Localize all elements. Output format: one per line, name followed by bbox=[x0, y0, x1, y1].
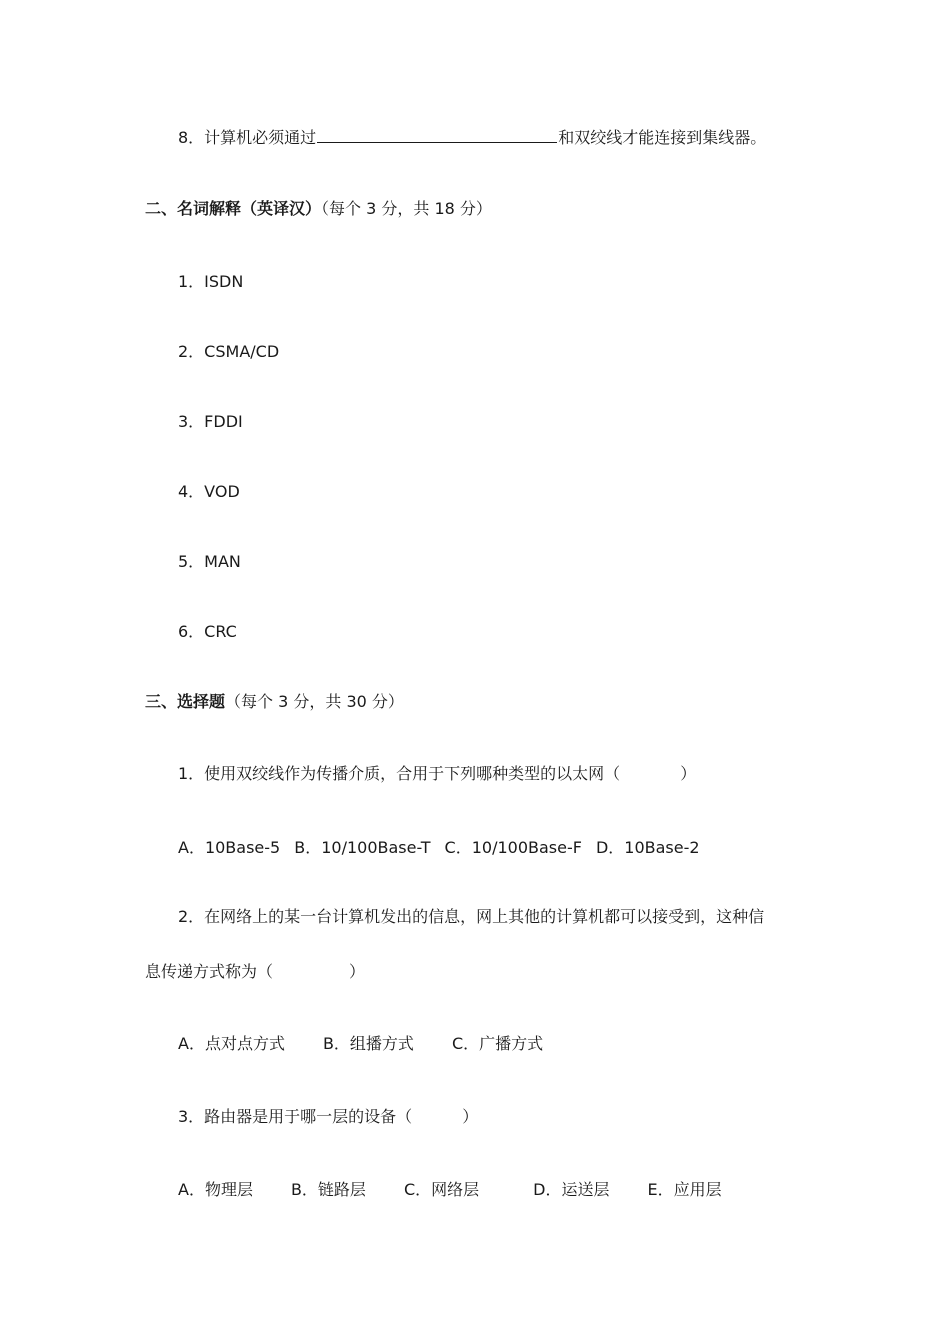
option: A．物理层 bbox=[178, 1180, 253, 1199]
section-3-title: 三、选择题 bbox=[145, 692, 226, 711]
question-8-prefix: 8．计算机必须通过 bbox=[178, 128, 317, 147]
question-8 bbox=[178, 126, 766, 149]
question-text: 息传递方式称为（ bbox=[145, 962, 274, 981]
term-item: 3．FDDI bbox=[178, 412, 243, 431]
section-2-heading bbox=[145, 198, 492, 220]
option: B．10/100Base-T bbox=[294, 838, 431, 857]
term-item: 4．VOD bbox=[178, 482, 240, 501]
option: E．应用层 bbox=[647, 1180, 722, 1199]
option: A．点对点方式 bbox=[178, 1034, 285, 1053]
choice-question-3 bbox=[178, 1106, 478, 1128]
choice-question-1 bbox=[178, 763, 696, 785]
answer-blank bbox=[317, 126, 557, 143]
section-2-title: 二、名词解释（英译汉） bbox=[145, 199, 322, 218]
question-text: 3．路由器是用于哪一层的设备（ bbox=[178, 1107, 413, 1126]
term-item: 2．CSMA/CD bbox=[178, 342, 280, 361]
choice-question-2-line1: 2．在网络上的某一台计算机发出的信息，网上其他的计算机都可以接受到，这种信 bbox=[178, 907, 765, 926]
term-item: 6．CRC bbox=[178, 622, 237, 641]
question-close: ） bbox=[680, 764, 697, 783]
option: D．运送层 bbox=[533, 1180, 610, 1199]
choice-options-3 bbox=[178, 1179, 722, 1201]
question-close: ） bbox=[462, 1107, 479, 1126]
option: C．10/100Base-F bbox=[444, 838, 582, 857]
option: D．10Base-2 bbox=[595, 838, 700, 857]
option: C．广播方式 bbox=[451, 1034, 544, 1053]
choice-question-2-line2 bbox=[145, 961, 365, 983]
term-item: 1．ISDN bbox=[178, 272, 244, 291]
term-item: 5．MAN bbox=[178, 552, 241, 571]
question-text: 1．使用双绞线作为传播介质，合用于下列哪种类型的以太网（ bbox=[178, 764, 621, 783]
option: B．链路层 bbox=[290, 1180, 366, 1199]
option: C．网络层 bbox=[403, 1180, 480, 1199]
option: A．10Base-5 bbox=[178, 838, 281, 857]
choice-options-2 bbox=[178, 1033, 543, 1055]
question-close: ） bbox=[349, 962, 366, 981]
section-3-note: （每个 3 分，共 30 分） bbox=[225, 692, 404, 711]
section-3-heading bbox=[145, 691, 404, 713]
section-2-note: （每个 3 分，共 18 分） bbox=[321, 199, 492, 218]
question-8-suffix: 和双绞线才能连接到集线器。 bbox=[558, 128, 767, 147]
option: B．组播方式 bbox=[322, 1034, 414, 1053]
choice-options-1 bbox=[178, 837, 700, 859]
